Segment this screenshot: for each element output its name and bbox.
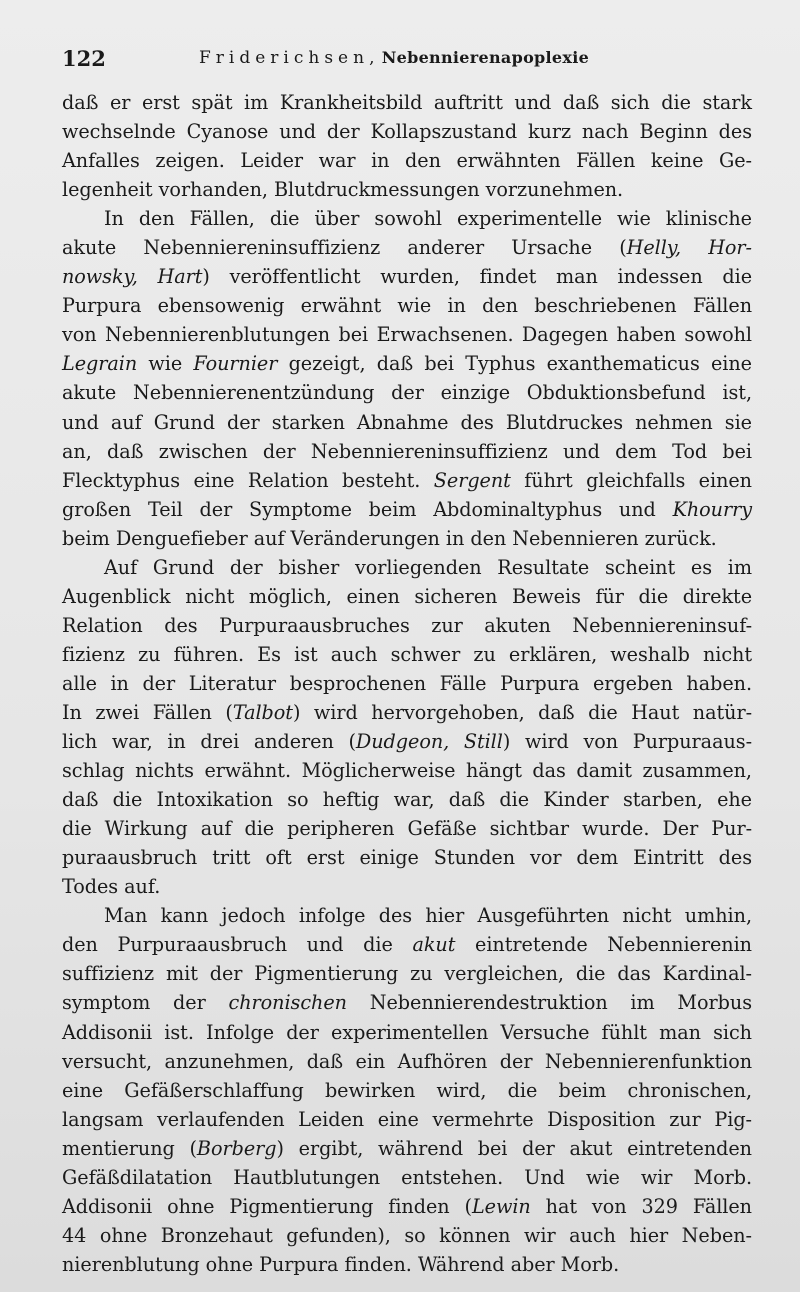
text-line: großen Teil der Symptome beim Abdominaltyphus und Khourry [62,497,752,521]
text-line: beim Denguefieber auf Veränderungen in den Nebennieren zurück. [62,526,717,550]
text-line: und auf Grund der starken Abnahme des Blutdruckes nehmen sie [62,410,752,434]
text-line: wechselnde Cyanose und der Kollapszustand kurz nach Beginn des [62,120,752,144]
running-head-author: Friderichsen [199,48,370,68]
body-text [62,88,752,1279]
text-line: Gefäßdilatation Hautblutungen entstehen. Und wie wir Morb. [62,1165,752,1189]
text-line: Legrain wie Fournier gezeigt, daß bei Typhus exanthematicus eine [62,352,752,376]
text-line: In zwei Fällen (Talbot) wird hervorgehoben, daß die Haut natür- [62,700,752,724]
text-line: an, daß zwischen der Nebenniereninsuffizienz und dem Tod bei [62,439,752,463]
text-line: nierenblutung ohne Purpura finden. Während aber Morb. [62,1252,620,1276]
text-line: Purpura ebensowenig erwähnt wie in den beschriebenen Fällen [62,294,752,318]
text-line: 44 ohne Bronzehaut gefunden), so können wir auch hier Neben- [62,1223,752,1247]
text-line: Addisonii ohne Pigmentierung finden (Lewin hat von 329 Fällen [62,1194,752,1218]
text-line: Flecktyphus eine Relation besteht. Sergent führt gleichfalls einen [62,468,752,492]
running-head-title: Nebennierenapoplexie [381,48,590,67]
text-line: langsam verlaufenden Leiden eine vermehrte Disposition zur Pig- [62,1107,752,1131]
text-line: Auf Grund der bisher vorliegenden Resultate scheint es im [104,555,752,579]
text-line: daß er erst spät im Krankheitsbild auftritt und daß sich die stark [62,91,752,114]
text-line: die Wirkung auf die peripheren Gefäße sichtbar wurde. Der Pur- [62,817,752,841]
text-line: fizienz zu führen. Es ist auch schwer zu erklären, weshalb nicht [62,642,752,666]
text-line: suffizienz mit der Pigmentierung zu vergleichen, die das Kardinal- [62,962,752,986]
text-line: schlag nichts erwähnt. Möglicherweise hängt das damit zusammen, [62,759,752,783]
text-line: eine Gefäßerschlaffung bewirken wird, die beim chronischen, [62,1078,752,1102]
text-line: mentierung (Borberg) ergibt, während bei der akut eintretenden [62,1136,752,1160]
text-line: Addisonii ist. Infolge der experimentellen Versuche fühlt man sich [62,1020,752,1044]
text-line: Anfalles zeigen. Leider war in den erwähnten Fällen keine Ge- [62,149,752,173]
page-number: 122 [62,46,106,71]
text-line: symptom der chronischen Nebennierendestruktion im Morbus [62,991,752,1015]
text-line: den Purpuraausbruch und die akut eintretende Nebennierenin [62,933,752,957]
text-line: Relation des Purpuraausbruches zur akuten Nebenniereninsuf- [62,613,752,637]
page-header [62,40,752,76]
text-line: nowsky, Hart) veröffentlicht wurden, findet man indessen die [62,265,752,289]
text-line: akute Nebenniereninsuffizienz anderer Ursache (Helly, Hor- [62,236,752,260]
running-head-separator: , [369,48,382,68]
text-line: Todes auf. [62,875,161,899]
text-line: puraausbruch tritt oft erst einige Stunden vor dem Eintritt des [62,846,752,870]
text-line: von Nebennierenblutungen bei Erwachsenen. Dagegen haben sowohl [62,323,752,347]
text-line: alle in der Literatur besprochenen Fälle Purpura ergeben haben. [62,671,752,695]
text-line: lich war, in drei anderen (Dudgeon, Still) wird von Purpuraaus- [62,730,753,754]
running-head [199,48,589,68]
text-line: daß die Intoxikation so heftig war, daß die Kinder starben, ehe [62,788,752,812]
text-line: versucht, anzunehmen, daß ein Aufhören der Nebennierenfunktion [62,1049,752,1073]
text-line: Augenblick nicht möglich, einen sicheren Beweis für die direkte [62,584,752,608]
text-line: akute Nebennierenentzündung der einzige Obduktionsbefund ist, [62,381,752,405]
text-line: In den Fällen, die über sowohl experimentelle wie klinische [104,207,752,231]
text-line: Man kann jedoch infolge des hier Ausgeführten nicht umhin, [104,904,752,928]
text-line: legenheit vorhanden, Blutdruckmessungen vorzunehmen. [62,178,624,202]
